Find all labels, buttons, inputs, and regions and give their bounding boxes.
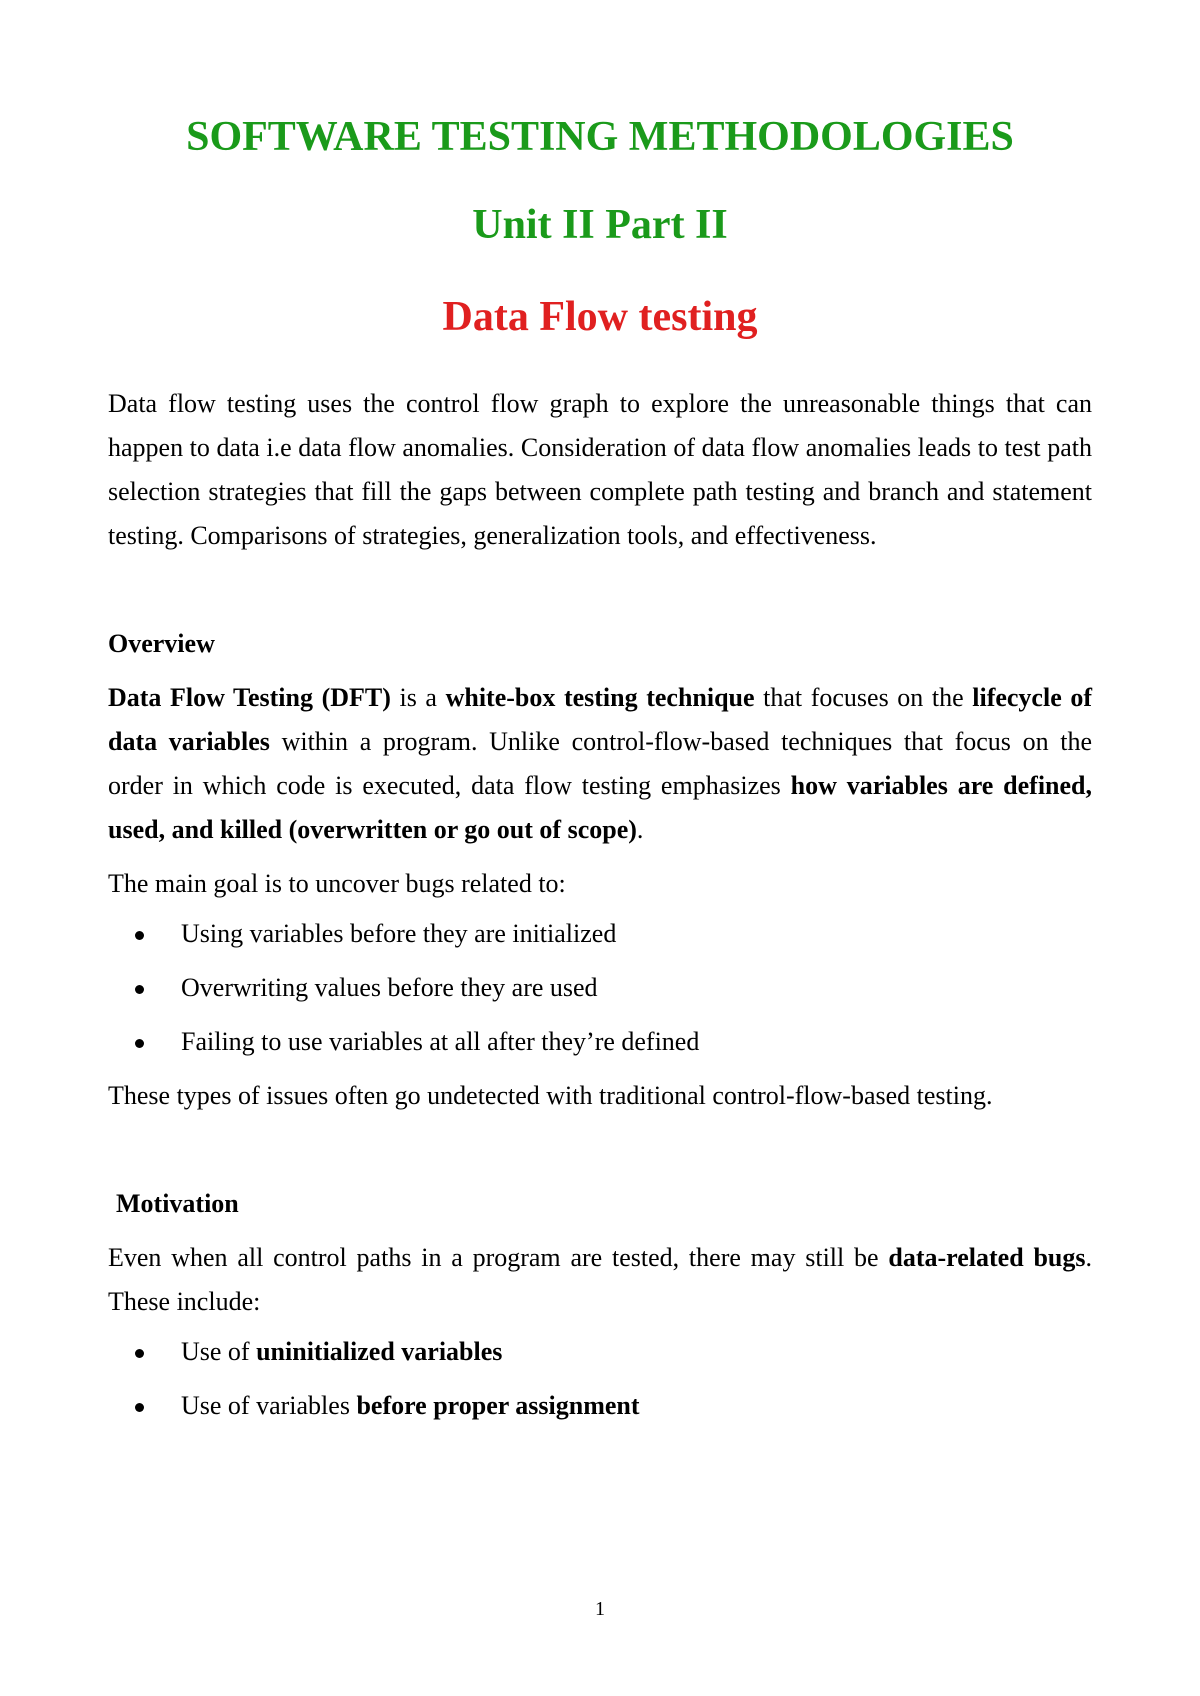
motivation-text-2: . These include: — [108, 1243, 1092, 1316]
bullet-icon — [135, 985, 144, 994]
bullet-icon — [135, 1403, 144, 1412]
goal-intro: The main goal is to uncover bugs related to: — [108, 869, 566, 898]
list-item — [108, 912, 1092, 956]
overview-text-3: within a program. Unlike control-flow-based techniques that focus on the order in which code is executed, data flow testing emphasizes — [108, 727, 1092, 800]
list-item — [108, 1384, 1092, 1428]
list-item — [108, 1330, 1092, 1374]
unit-title: Unit II Part II — [472, 202, 728, 248]
defined-used-killed-term: how variables are defined, used, and killed (overwritten or go out of scope) — [108, 771, 1093, 844]
overview-paragraph — [108, 676, 1092, 852]
motivation-heading: Motivation — [116, 1189, 239, 1218]
list-item-text: Failing to use variables at all after they’re defined — [181, 1027, 700, 1056]
data-related-bugs-term: data-related bugs — [888, 1243, 1086, 1272]
goal-bullet-list — [108, 912, 1092, 1064]
list-item-text: Using variables before they are initialized — [181, 919, 617, 948]
list-item-bold-text: uninitialized variables — [256, 1337, 503, 1366]
topic-title: Data Flow testing — [442, 294, 758, 340]
document-body — [108, 382, 1092, 1438]
overview-heading: Overview — [108, 629, 215, 658]
bullet-icon — [135, 1349, 144, 1358]
bullet-icon — [135, 931, 144, 940]
lifecycle-term: lifecycle of data variables — [108, 683, 1092, 756]
motivation-paragraph — [108, 1236, 1092, 1324]
page-number: 1 — [595, 1598, 605, 1620]
dft-term: Data Flow Testing (DFT) — [108, 683, 391, 712]
list-item-text: Use of — [181, 1337, 257, 1366]
course-title: SOFTWARE TESTING METHODOLOGIES — [186, 114, 1014, 160]
bullet-icon — [135, 1039, 144, 1048]
overview-text-2: that focuses on the — [754, 683, 973, 712]
spacer — [108, 1118, 1092, 1182]
list-item — [108, 1020, 1092, 1064]
motivation-bullet-list — [108, 1330, 1092, 1428]
list-item-text: Use of variables — [181, 1391, 357, 1420]
overview-text-4: . — [636, 815, 644, 844]
overview-closing: These types of issues often go undetected with traditional control-flow-based testing. — [108, 1081, 993, 1110]
intro-paragraph: Data flow testing uses the control flow graph to explore the unreasonable things that can happen to data i.e data flow anomalies. Consideration of data flow anomalies leads to test path selection strategies that fill the gaps between complete path testing and branch and statement testing. Comparisons of strategies, generalization tools, and effectiveness. — [108, 389, 1092, 550]
list-item — [108, 966, 1092, 1010]
spacer — [108, 558, 1092, 622]
overview-text-1: is a — [390, 683, 446, 712]
list-item-bold-text: before proper assignment — [356, 1391, 640, 1420]
list-item-text: Overwriting values before they are used — [181, 973, 598, 1002]
motivation-text-1: Even when all control paths in a program are tested, there may still be — [108, 1243, 889, 1272]
white-box-term: white-box testing technique — [445, 683, 755, 712]
